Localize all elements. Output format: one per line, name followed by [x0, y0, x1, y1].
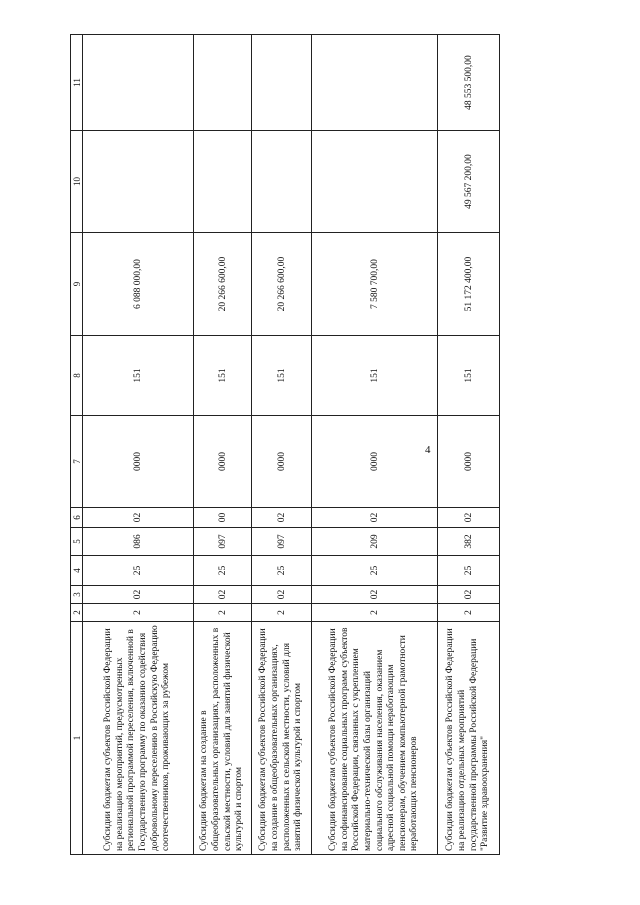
column-header: 2 [71, 604, 83, 622]
code-cell: 2 [438, 604, 500, 622]
code-cell: 02 [312, 586, 438, 604]
code-cell: 02 [252, 508, 312, 528]
code-cell: 02 [312, 508, 438, 528]
code-cell: 382 [438, 528, 500, 556]
code-cell: 02 [252, 586, 312, 604]
table-row [312, 35, 438, 855]
code-cell: 0000 [312, 416, 438, 508]
table-row [252, 35, 312, 855]
code-cell: 151 [312, 336, 438, 416]
row-description: Субсидии бюджетам субъектов Российской Федерации на создание в общеобразовательных организациях, расположенных в сельской местности, условий для занятий физической культурой и спортом [252, 622, 312, 855]
code-cell: 151 [194, 336, 252, 416]
code-cell: 2 [312, 604, 438, 622]
row-description: Субсидии бюджетам субъектов Российской Федерации на реализацию мероприятий, предусмотренных региональной программой переселения, включенной в Государственную программу по оказанию содействия добровольному переселению в Российскую Федерацию соотечественников, проживающих за рубежом [83, 622, 194, 855]
amount-cell: 6 088 000,00 [83, 233, 194, 336]
code-cell: 086 [83, 528, 194, 556]
amount-cell [312, 35, 438, 131]
row-description: Субсидии бюджетам субъектов Российской Федерации на софинансирование социальных программ субъектов Российской Федерации, связанных с укреплением материально-технической базы организаций социального обслуживания населения, оказанием адресной социальной помощи неработающим пенсионерам, обучением компьютерной грамотности неработающих пенсионеров [312, 622, 438, 855]
code-cell: 0000 [83, 416, 194, 508]
table-row [438, 35, 500, 855]
table-row [83, 35, 194, 855]
amount-cell: 20 266 600,00 [194, 233, 252, 336]
amount-cell: 49 567 200,00 [438, 131, 500, 233]
amount-cell [312, 131, 438, 233]
code-cell: 02 [438, 586, 500, 604]
column-header: 9 [71, 233, 83, 336]
column-header: 10 [71, 131, 83, 233]
column-header: 1 [71, 622, 83, 855]
code-cell: 0000 [252, 416, 312, 508]
amount-cell [194, 35, 252, 131]
column-header: 5 [71, 528, 83, 556]
amount-cell [83, 35, 194, 131]
code-cell: 209 [312, 528, 438, 556]
code-cell: 2 [83, 604, 194, 622]
page-number: 4 [425, 444, 431, 456]
code-cell: 097 [252, 528, 312, 556]
code-cell: 0000 [194, 416, 252, 508]
amount-cell [194, 131, 252, 233]
code-cell: 00 [194, 508, 252, 528]
amount-cell: 48 553 500,00 [438, 35, 500, 131]
column-header: 7 [71, 416, 83, 508]
code-cell: 0000 [438, 416, 500, 508]
code-cell: 151 [438, 336, 500, 416]
row-description: Субсидии бюджетам субъектов Российской Федерации на реализацию отдельных мероприятий государственной программы Российской Федерации "Развитие здравоохранения" [438, 622, 500, 855]
row-description: Субсидии бюджетам на создание в общеобразовательных организациях, расположенных в сельской местности, условий для занятий физической культурой и спортом [194, 622, 252, 855]
code-cell: 097 [194, 528, 252, 556]
table-row [194, 35, 252, 855]
column-header: 4 [71, 556, 83, 586]
amount-cell: 20 266 600,00 [252, 233, 312, 336]
amount-cell [252, 35, 312, 131]
budget-table [70, 34, 500, 855]
code-cell: 25 [252, 556, 312, 586]
amount-cell [252, 131, 312, 233]
code-cell: 25 [312, 556, 438, 586]
rotated-table-container [70, 35, 500, 855]
code-cell: 02 [194, 586, 252, 604]
code-cell: 2 [194, 604, 252, 622]
amount-cell: 51 172 400,00 [438, 233, 500, 336]
amount-cell: 7 580 700,00 [312, 233, 438, 336]
amount-cell [83, 131, 194, 233]
header-row [71, 35, 83, 855]
code-cell: 25 [438, 556, 500, 586]
code-cell: 25 [83, 556, 194, 586]
column-header: 11 [71, 35, 83, 131]
code-cell: 02 [83, 586, 194, 604]
code-cell: 2 [252, 604, 312, 622]
column-header: 6 [71, 508, 83, 528]
code-cell: 151 [83, 336, 194, 416]
code-cell: 25 [194, 556, 252, 586]
code-cell: 02 [438, 508, 500, 528]
code-cell: 151 [252, 336, 312, 416]
column-header: 3 [71, 586, 83, 604]
code-cell: 02 [83, 508, 194, 528]
column-header: 8 [71, 336, 83, 416]
